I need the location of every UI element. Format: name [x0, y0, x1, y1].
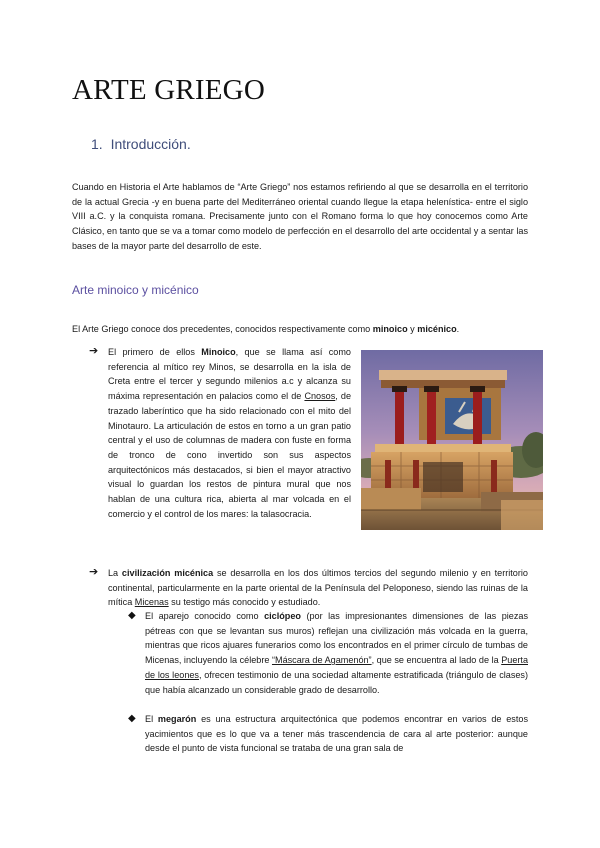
minoico-text-3: , de trazado laberíntico que ha sido relacionado con el mito del Minotauro. La articulación de estos en torno a un gran patio central y el uso de columnas de madera con fuste en forma de tronco de cono invertido son sus aspectos arquitectónicos más destacados, si bien el mayor atractivo visual lo guardan los restos de pintura mural que nos hablan de una cultura rica, abierta al mar volcada en el comercio y el control de los mares: la talasocracia. — [108, 391, 351, 519]
puerta-leones-link[interactable]: Puerta de los leones — [145, 655, 528, 680]
minoico-text-2: , que se llama así como referencia al mítico rey Minos, se desarrolla en la isla de Creta entre el tercer y segundo milenios a.c y alcanza su máxima representación en palacios como el de — [108, 347, 351, 402]
arrow-bullet-icon: ➔ — [89, 345, 99, 357]
ciclopeo-text-1: El aparejo conocido como — [145, 611, 265, 621]
section-title: Introducción. — [110, 136, 191, 152]
precedents-and: y — [407, 324, 418, 334]
precedents-paragraph — [72, 322, 528, 337]
subsection-heading: Arte minoico y micénico — [72, 283, 199, 297]
intro-paragraph: Cuando en Historia el Arte hablamos de “Arte Griego” nos estamos refiriendo al que se desarrolla en el territorio de la actual Grecia -y en buena parte del Mediterráneo oriental cuando llegue la etapa helenística- entre el siglo VIII a.C. y la conquista romana. Precisamente junto con el Romano forma lo que hoy conocemos como Arte Clásico, en tanto que se va a tomar como modelo de perfección en el desarrollo del arte occidental y a sentar las bases de la mayor parte del desarrollo de este. — [72, 182, 528, 251]
ciclopeo-text-3: , que se encuentra al lado de la — [371, 655, 502, 666]
knossos-palace-image — [361, 350, 543, 530]
minoico-bold: Minoico — [201, 347, 236, 357]
micenas-link[interactable]: Micenas — [134, 597, 169, 608]
diamond-bullet-icon: ◆ — [128, 713, 136, 724]
precedents-text: El Arte Griego conoce dos precedentes, conocidos respectivamente como — [72, 324, 373, 334]
micenico-text-1: La — [108, 568, 122, 578]
micenico-paragraph — [108, 566, 528, 610]
section-number: 1. — [91, 136, 103, 152]
diamond-bullet-icon: ◆ — [128, 610, 136, 621]
section-heading-introduccion — [91, 136, 191, 152]
ciclopeo-text-2: (por las impresionantes dimensiones de las piezas pétreas con que se levantan sus muros) reflejan una civilización más volcada en la guerra, mientras que ricos ajuares funerarios como los encontrados en el primer círculo de tumbas de Micenas, incluyendo la célebre — [145, 611, 528, 666]
minoico-paragraph — [108, 345, 351, 521]
precedent-minoico: minoico — [372, 324, 408, 334]
ciclopeo-bold: ciclópeo — [264, 611, 301, 621]
megaron-bold: megarón — [157, 714, 197, 724]
precedent-micenico: micénico — [417, 324, 457, 334]
ciclopeo-paragraph — [145, 609, 528, 697]
mascara-agamenon-link[interactable]: “Máscara de Agamenón” — [271, 655, 372, 666]
document-title: ARTE GRIEGO — [72, 74, 265, 106]
micenico-text-2: se desarrolla en los dos últimos tercios del segundo milenio y en territorio continental, particularmente en la parte oriental de la Península del Peloponeso, siendo las ruinas de la mítica — [108, 568, 528, 608]
arrow-bullet-icon: ➔ — [89, 566, 99, 578]
megaron-paragraph — [145, 712, 528, 756]
megaron-text-1: El — [145, 714, 158, 724]
minoico-text-1: El primero de ellos — [108, 347, 202, 357]
ciclopeo-text-4: , ofrecen testimonio de una sociedad altamente estratificada (triángulo de clases) que había alcanzado un considerable grado de desarrollo. — [145, 669, 528, 695]
megaron-text-2: es una estructura arquitectónica que podemos encontrar en varios de estos yacimientos que es lo que va a tener más trascendencia de cara al arte posterior: aunque desde el punto de vista funcional se trataba de una gran sala de — [145, 714, 528, 754]
cnosos-link[interactable]: Cnosos — [304, 391, 336, 402]
micenico-bold: civilización micénica — [121, 568, 214, 578]
precedents-end: . — [456, 324, 460, 334]
micenico-text-3: su testigo más conocido y estudiado. — [168, 597, 321, 608]
